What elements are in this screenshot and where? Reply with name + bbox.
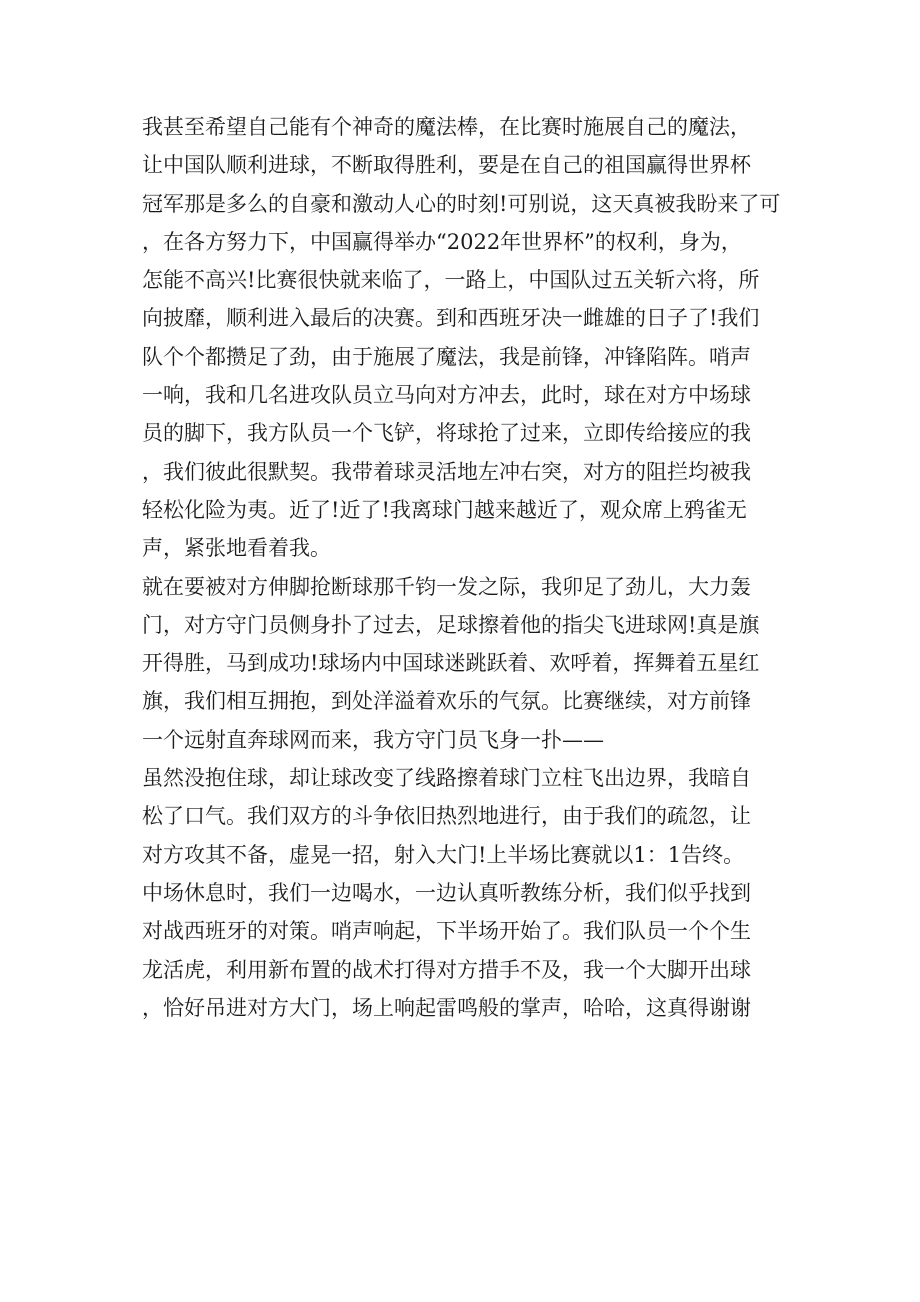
text-line: 怎能不高兴!比赛很快就来临了，一路上，中国队过五关斩六将，所 [142, 268, 760, 293]
text-line: 中场休息时，我们一边喝水，一边认真听教练分析，我们似乎找到 [142, 880, 751, 905]
text-line: 龙活虎，利用新布置的战术打得对方措手不及，我一个大脚开出球 [142, 957, 751, 982]
text-line: 门，对方守门员侧身扑了过去，足球擦着他的指尖飞进球网!真是旗 [142, 612, 760, 637]
text-line: 声，紧张地看着我。 [142, 536, 331, 561]
text-line: 向披靡，顺利进入最后的决赛。到和西班牙决一雌雄的日子了!我们 [142, 306, 760, 331]
text-line: 队个个都攒足了劲，由于施展了魔法，我是前锋，冲锋陷阵。哨声 [142, 344, 751, 369]
text-line: 开得胜，马到成功!球场内中国球迷跳跃着、欢呼着，挥舞着五星红 [142, 651, 760, 676]
text-line: 虽然没抱住球，却让球改变了线路擦着球门立柱飞出边界，我暗自 [142, 766, 751, 791]
text-line: 旗，我们相互拥抱，到处洋溢着欢乐的气氛。比赛继续，对方前锋 [142, 689, 751, 714]
text-line: 一个远射直奔球网而来，我方守门员飞身一扑—— [142, 727, 604, 752]
body-text [142, 108, 802, 1027]
text-line: 让中国队顺利进球，不断取得胜利，要是在自己的祖国赢得世界杯 [142, 153, 751, 178]
text-line: 对战西班牙的对策。哨声响起，下半场开始了。我们队员一个个生 [142, 919, 751, 944]
text-line: 对方攻其不备，虚晃一招，射入大门!上半场比赛就以1：1告终。 [142, 842, 745, 867]
text-line: 轻松化险为夷。近了!近了!我离球门越来越近了，观众席上鸦雀无 [142, 497, 747, 522]
text-line: ，在各方努力下，中国赢得举办“2022年世界杯”的权利，身为， [142, 229, 742, 254]
text-line: ，我们彼此很默契。我带着球灵活地左冲右突，对方的阻拦均被我 [142, 459, 751, 484]
text-line: 冠军那是多么的自豪和激动人心的时刻!可别说，这天真被我盼来了可 [142, 191, 781, 216]
text-line: 我甚至希望自己能有个神奇的魔法棒，在比赛时施展自己的魔法， [142, 115, 751, 139]
text-line: ，恰好吊进对方大门，场上响起雷鸣般的掌声，哈哈，这真得谢谢 [142, 995, 751, 1020]
text-line: 员的脚下，我方队员一个飞铲，将球抢了过来，立即传给接应的我 [142, 421, 751, 446]
text-line: 松了口气。我们双方的斗争依旧热烈地进行，由于我们的疏忽，让 [142, 804, 751, 829]
text-line: 就在要被对方伸脚抢断球那千钧一发之际，我卯足了劲儿，大力轰 [142, 574, 751, 599]
text-line: 一响，我和几名进攻队员立马向对方冲去，此时，球在对方中场球 [142, 383, 751, 408]
